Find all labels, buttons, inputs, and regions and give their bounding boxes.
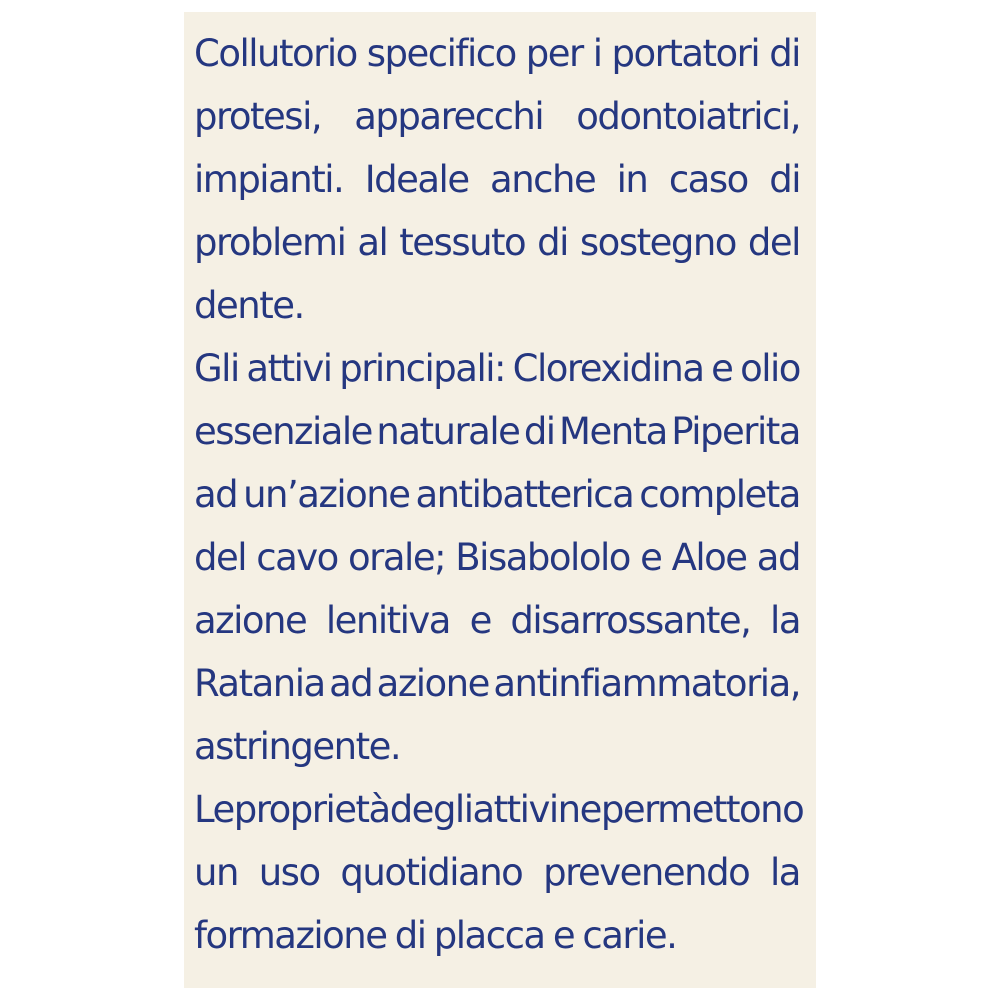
word: e xyxy=(640,536,662,579)
text-line xyxy=(194,148,800,211)
word: protesi, xyxy=(194,95,322,138)
word: proprietà xyxy=(233,788,390,831)
word: ad xyxy=(756,536,800,579)
word: completa xyxy=(639,473,800,516)
word: un’azione xyxy=(243,473,410,516)
word: al xyxy=(357,221,388,264)
word: portatori xyxy=(611,32,760,75)
word: di xyxy=(523,410,555,453)
word: permettono xyxy=(600,788,804,831)
text-line xyxy=(194,589,800,652)
word: per xyxy=(525,32,583,75)
word: apparecchi xyxy=(354,95,544,138)
product-label-panel xyxy=(184,12,816,988)
word: e xyxy=(711,347,733,390)
text-line xyxy=(194,652,800,715)
word: del xyxy=(194,536,247,579)
word: ne xyxy=(557,788,601,831)
word: cavo xyxy=(256,536,338,579)
word: un xyxy=(194,851,238,894)
word: i xyxy=(592,32,602,75)
word: odontoiatrici, xyxy=(576,95,800,138)
word: Ratania xyxy=(194,662,325,705)
word: del xyxy=(747,221,800,264)
text-line: formazione di placca e carie. xyxy=(194,914,677,957)
text-line xyxy=(194,22,800,85)
word: di xyxy=(537,221,568,264)
text-line xyxy=(194,841,800,904)
word: uso xyxy=(258,851,320,894)
text-line xyxy=(194,526,800,589)
word: naturale xyxy=(376,410,520,453)
word: Gli xyxy=(194,347,239,390)
text-line xyxy=(194,463,800,526)
word: Bisabololo xyxy=(455,536,630,579)
paragraph-intended-use xyxy=(194,22,800,337)
word: la xyxy=(770,851,800,894)
word: Menta xyxy=(559,410,667,453)
word: disarrossante, xyxy=(510,599,751,642)
text-line: astringente. xyxy=(194,725,401,768)
word: impianti. xyxy=(194,158,344,201)
paragraph-active-ingredients xyxy=(194,337,800,778)
word: antibatterica xyxy=(415,473,634,516)
word: la xyxy=(770,599,800,642)
text-line xyxy=(194,337,800,400)
word: essenziale xyxy=(194,410,372,453)
word: principali: xyxy=(339,347,505,390)
word: in xyxy=(616,158,648,201)
word: quotidiano xyxy=(340,851,523,894)
word: Piperita xyxy=(671,410,800,453)
word: lenitiva xyxy=(325,599,450,642)
text-line xyxy=(194,400,800,463)
word: ad xyxy=(194,473,238,516)
word: tessuto xyxy=(399,221,526,264)
word: Ideale xyxy=(364,158,469,201)
text-line xyxy=(194,85,800,148)
word: prevenendo xyxy=(543,851,750,894)
word: attivi xyxy=(246,347,332,390)
word: e xyxy=(469,599,491,642)
word: Collutorio xyxy=(194,32,357,75)
word: Clorexidina xyxy=(512,347,704,390)
word: ad xyxy=(329,662,373,705)
word: olio xyxy=(740,347,800,390)
paragraph-daily-use xyxy=(194,778,804,967)
word: Le xyxy=(194,788,234,831)
word: azione xyxy=(376,662,489,705)
word: di xyxy=(769,158,800,201)
word: antinfiammatoria, xyxy=(493,662,800,705)
text-line xyxy=(194,211,800,274)
word: specifico xyxy=(366,32,516,75)
word: sostegno xyxy=(579,221,736,264)
text-line xyxy=(194,778,804,841)
text-line: dente. xyxy=(194,284,304,327)
word: azione xyxy=(194,599,307,642)
word: caso xyxy=(668,158,748,201)
word: di xyxy=(769,32,800,75)
word: anche xyxy=(490,158,596,201)
word: attivi xyxy=(472,788,558,831)
word: problemi xyxy=(194,221,346,264)
word: degli xyxy=(389,788,473,831)
word: orale; xyxy=(348,536,446,579)
word: Aloe xyxy=(671,536,747,579)
description-text xyxy=(194,22,804,967)
